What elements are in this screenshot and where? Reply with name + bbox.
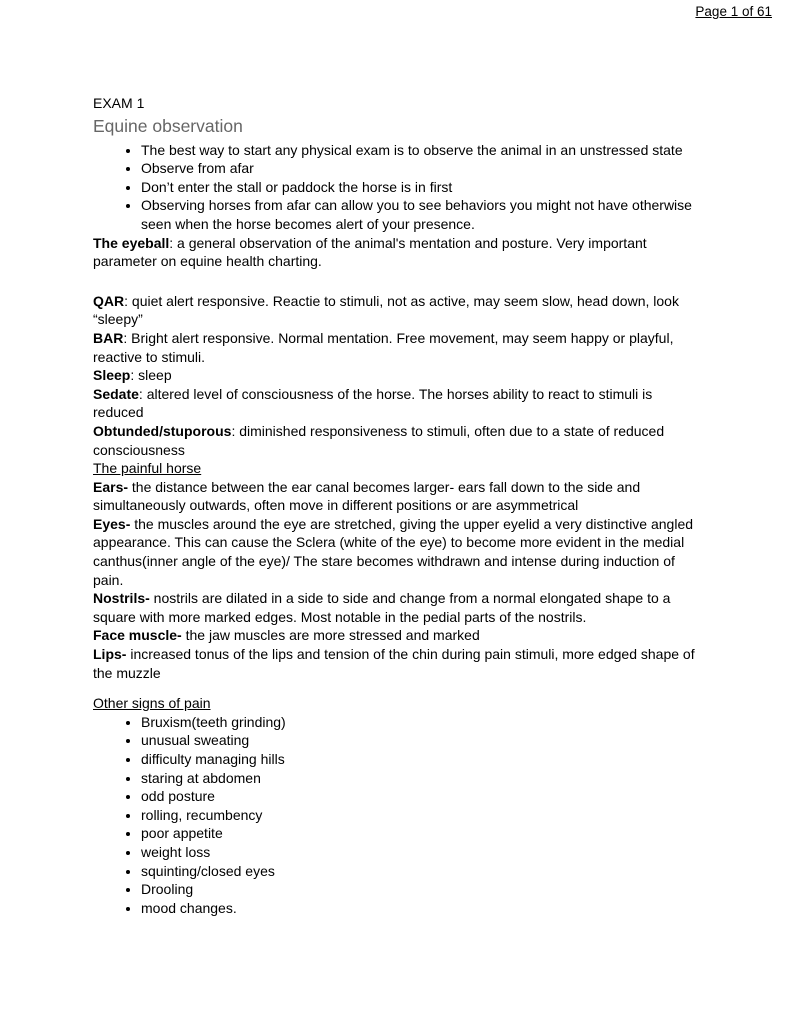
page-number: Page 1 of 61 [695,4,772,19]
list-item: • Bruxism(teeth grinding) [141,713,703,732]
list-item: • rolling, recumbency [141,806,703,825]
definition-text: : quiet alert responsive. Reactie to stimuli, not as active, may seem slow, head down, look “sleepy” [93,292,679,328]
definition-paragraph-ears [93,478,703,515]
definition-term: Nostrils- [93,590,150,607]
definition-term: Obtunded/stuporous [93,422,232,439]
definition-term: Sedate [93,385,139,402]
definition-term: BAR [93,329,124,346]
definition-term: Ears- [93,478,129,495]
definition-text: : a general observation of the animal's mentation and posture. Very important parameter on equine health charting. [93,234,647,270]
definition-term: The eyeball [93,234,170,251]
intro-bullet-list [93,141,703,234]
section-heading-other-signs [93,694,703,713]
definition-text: : Bright alert responsive. Normal mentation. Free movement, may seem happy or playful, reactive to stimuli. [93,329,674,365]
definition-paragraph-bar [93,329,703,366]
definition-text: increased tonus of the lips and tension of the chin during pain stimuli, more edged shape of the muzzle [93,646,695,681]
list-item: • difficulty managing hills [141,750,703,769]
definition-text: the distance between the ear canal becomes larger- ears fall down to the side and simultaneously outwards, often move in different positions or are asymmetrical [93,478,641,514]
definition-paragraph-sleep [93,366,703,385]
definition-term: Sleep [93,367,131,384]
definition-text: : altered level of consciousness of the horse. The horses ability to react to stimuli is reduced [93,385,653,421]
definition-term: Eyes- [93,515,131,532]
definition-paragraph-face-muscle [93,626,703,645]
section-heading-text: The painful horse [93,460,202,477]
list-item: • The best way to start any physical exam is to observe the animal in an unstressed state [141,141,703,160]
definition-paragraph-lips [93,645,703,682]
list-item: • mood changes. [141,899,703,918]
definition-paragraph-sedate [93,385,703,422]
definition-term: Lips- [93,646,127,663]
list-item: • Don’t enter the stall or paddock the horse is in first [141,178,703,197]
definition-term: QAR [93,292,125,309]
definition-paragraph-nostrils [93,589,703,626]
list-item: • unusual sweating [141,731,703,750]
definition-text: : sleep [130,367,172,384]
list-item: • odd posture [141,787,703,806]
list-item: • staring at abdomen [141,769,703,788]
definition-text: the jaw muscles are more stressed and marked [181,627,480,644]
list-item: • Drooling [141,880,703,899]
blank-line [93,271,703,292]
list-item: • Observing horses from afar can allow you to see behaviors you might not have otherwise seen when the horse becomes alert of your presence. [141,196,703,233]
page-title: Equine observation [93,115,243,136]
list-item: • squinting/closed eyes [141,862,703,881]
definition-paragraph-obtunded [93,422,703,459]
definition-text: : diminished responsiveness to stimuli, often due to a state of reduced consciousness [93,422,665,458]
exam-label: EXAM 1 [93,95,145,111]
definition-term: Face muscle- [93,627,182,644]
other-signs-bullet-list [93,713,703,918]
definition-paragraph-eyes [93,515,703,589]
list-item: • poor appetite [141,824,703,843]
definition-text: the muscles around the eye are stretched, giving the upper eyelid a very distinctive angled appearance. This can cause the Sclera (white of the eye) to become more evident in the medial canthus(inner angle of the eye)/ The stare becomes withdrawn and intense during induction of pain. [93,515,694,588]
section-heading-painful-horse [93,459,703,478]
list-item: • weight loss [141,843,703,862]
definition-paragraph-eyeball [93,234,703,271]
definition-text: nostrils are dilated in a side to side and change from a normal elongated shape to a square with more marked edges. Most notable in the pedial parts of the nostrils. [93,590,671,625]
list-item: • Observe from afar [141,159,703,178]
section-heading-text: Other signs of pain [93,695,211,712]
definition-paragraph-qar [93,292,703,329]
